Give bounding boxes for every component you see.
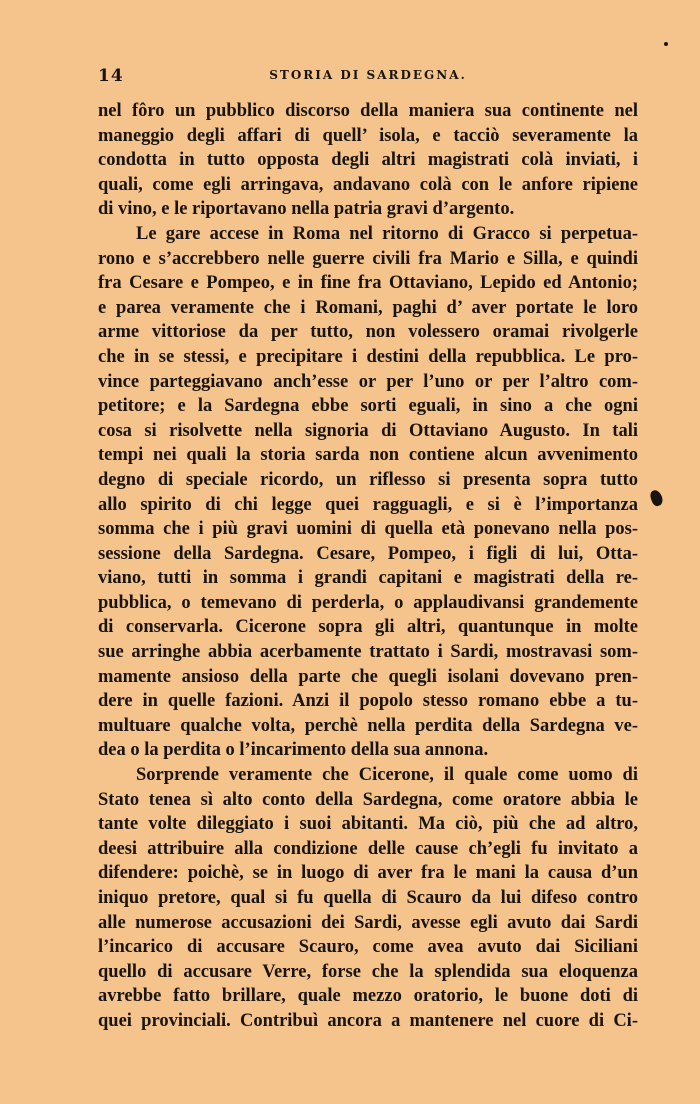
- text-line: fra Cesare e Pompeo, e in fine fra Ottaviano, Lepido ed Antonio;: [98, 273, 638, 294]
- text-line: quali, come egli arringava, andavano colà con le anfore ripiene: [98, 174, 638, 195]
- text-line: e parea veramente che i Romani, paghi d’ aver portate le loro: [98, 297, 638, 318]
- text-line: iniquo pretore, qual si fu quella di Scauro da lui difeso contro: [98, 888, 638, 908]
- text-line: sue arringhe abbia acerbamente trattato i Sardi, mostravasi som-: [98, 642, 638, 663]
- text-line: rono e s’accrebbero nelle guerre civili fra Mario e Silla, e quindi: [98, 248, 638, 269]
- page-number: 14: [98, 66, 124, 86]
- text-line: che in se stessi, e precipitare i destini della repubblica. Le pro-: [98, 346, 638, 367]
- text-line: quello di accusare Verre, forse che la splendida sua eloquenza: [98, 961, 638, 982]
- text-line: deesi attribuire alla condizione delle cause ch’egli fu invitato a: [98, 838, 638, 859]
- text-line: avrebbe fatto brillare, quale mezzo oratorio, le buone doti di: [98, 986, 638, 1007]
- text-line: arme vittoriose da per tutto, non volessero oramai rivolgerle: [98, 322, 638, 343]
- text-line: Le gare accese in Roma nel ritorno di Gracco si perpetua-: [136, 223, 638, 244]
- text-line: di vino, e le riportavano nella patria gravi d’argento.: [98, 199, 515, 220]
- text-line: dea o la perdita o l’incarimento della sua annona.: [98, 740, 489, 761]
- running-title: STORIA DI SARDEGNA.: [269, 68, 467, 82]
- text-line: degno di speciale ricordo, un riflesso si presenta sopra tutto: [98, 469, 638, 490]
- text-line: pubblica, o temevano di perderla, o applaudivansi grandemente: [98, 592, 638, 613]
- text-line: condotta in tutto opposta degli altri magistrati colà inviati, i: [98, 150, 638, 171]
- page-header: [98, 66, 638, 86]
- text-line: tempi nei quali la storia sarda non contiene alcun avvenimento: [98, 445, 638, 466]
- text-line: tante volte dileggiato i suoi abitanti. Ma ciò, più che ad altro,: [98, 814, 638, 835]
- ink-blot: [649, 489, 665, 508]
- text-line: multuare qualche volta, perchè nella perdita della Sardegna ve-: [98, 715, 638, 736]
- body-text: [98, 99, 638, 1034]
- text-line: di conservarla. Cicerone sopra gli altri, quantunque in molte: [98, 617, 638, 638]
- text-line: mamente ansioso della parte che quegli isolani dovevano pren-: [98, 666, 638, 687]
- text-line: allo spirito di chi legge quei ragguagli, e si è l’importanza: [98, 494, 638, 515]
- text-line: quei provinciali. Contribuì ancora a mantenere nel cuore di Ci-: [98, 1010, 638, 1031]
- text-line: petitore; e la Sardegna ebbe sorti eguali, in sino a che ogni: [98, 396, 638, 417]
- text-line: Sorprende veramente che Cicerone, il quale come uomo di: [136, 765, 638, 786]
- text-line: cosa si risolvette nella signoria di Ottaviano Augusto. In tali: [98, 420, 638, 441]
- text-line: viano, tutti in somma i grandi capitani e magistrati della re-: [98, 568, 638, 589]
- text-line: l’incarico di accusare Scauro, come avea avuto dai Siciliani: [98, 937, 638, 958]
- text-line: somma che i più gravi uomini di quella età ponevano nella pos-: [98, 519, 638, 540]
- text-line: vince parteggiavano anch’esse or per l’uno or per l’altro com-: [98, 371, 638, 392]
- text-line: nel fôro un pubblico discorso della maniera sua continente nel: [98, 101, 638, 121]
- ink-speck: [664, 42, 668, 46]
- text-line: alle numerose accusazioni dei Sardi, avesse egli avuto dai Sardi: [98, 912, 638, 933]
- text-line: difendere: poichè, se in luogo di aver fra le mani la causa d’un: [98, 863, 638, 884]
- text-line: Stato tenea sì alto conto della Sardegna, come oratore abbia le: [98, 789, 638, 810]
- text-line: sessione della Sardegna. Cesare, Pompeo, i figli di lui, Otta-: [98, 543, 638, 564]
- text-line: dere in quelle fazioni. Anzi il popolo stesso romano ebbe a tu-: [98, 691, 638, 712]
- text-line: maneggio degli affari di quell’ isola, e tacciò severamente la: [98, 125, 638, 146]
